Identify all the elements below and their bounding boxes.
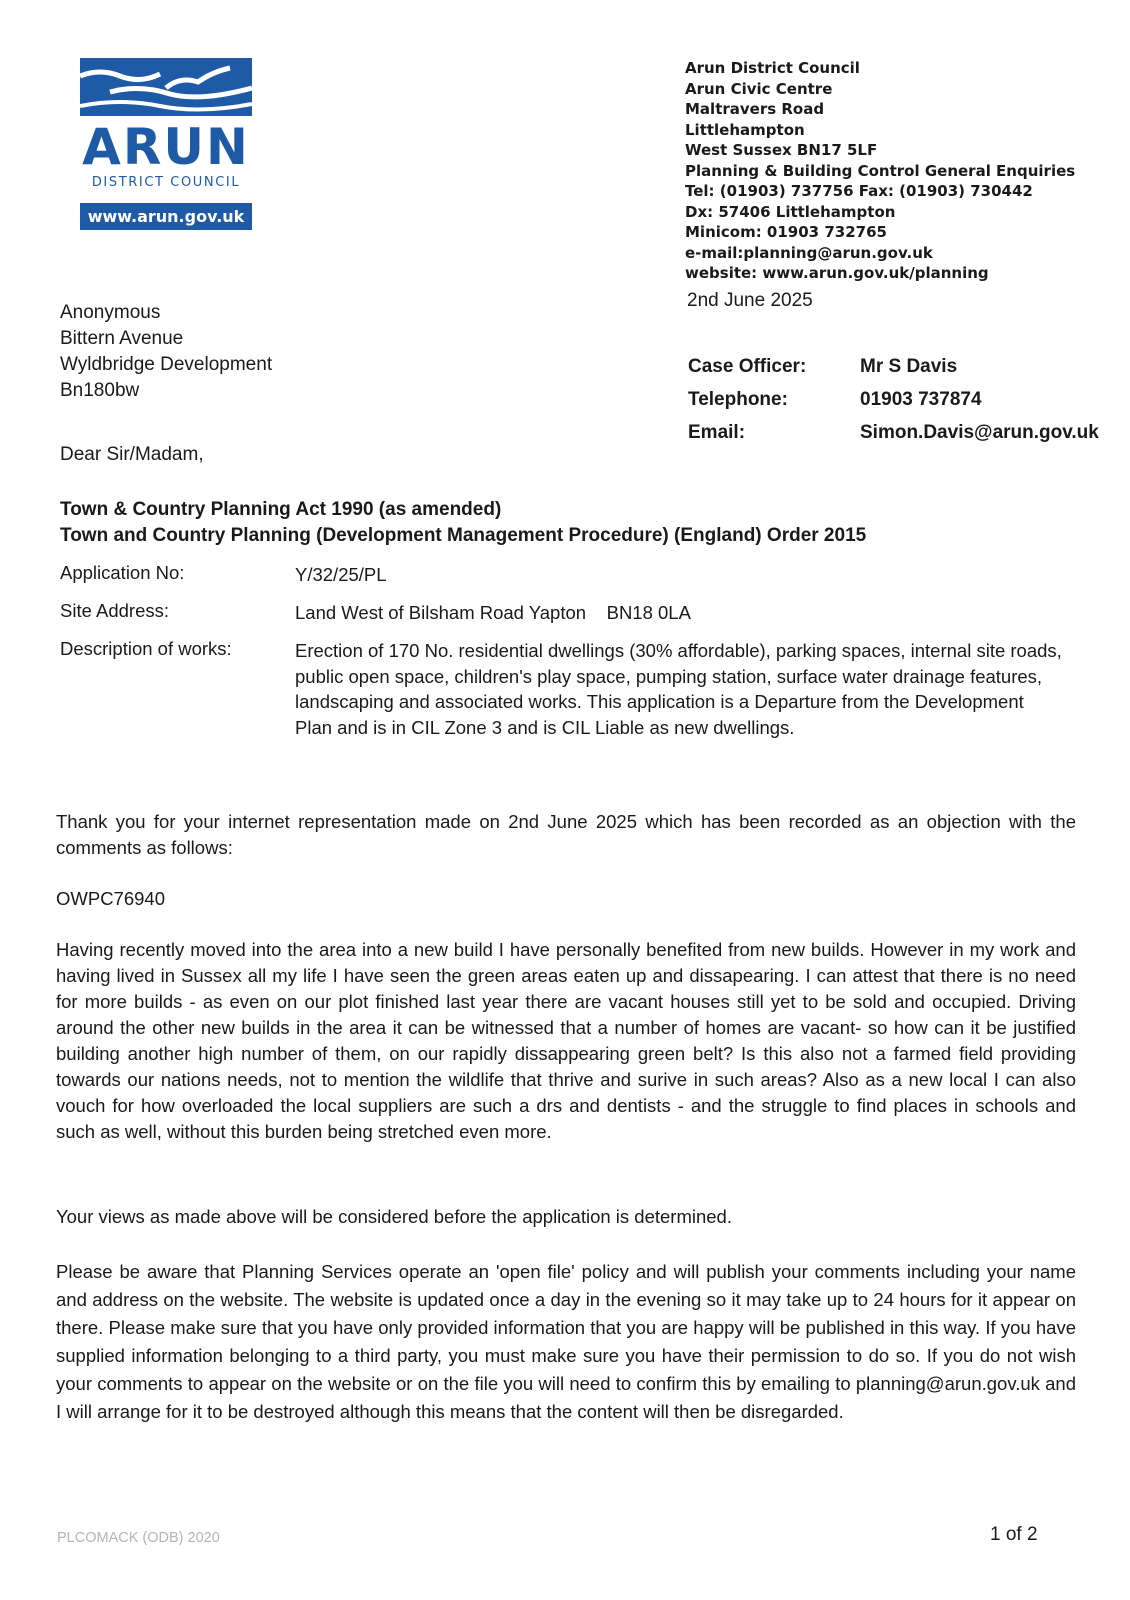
council-line: Littlehampton <box>685 120 805 139</box>
recipient-line: Anonymous <box>60 302 161 323</box>
representation-reference: OWPC76940 <box>56 888 165 909</box>
act-line-1: Town & Country Planning Act 1990 (as amended) <box>60 499 502 520</box>
application-no: Y/32/25/PL <box>295 564 387 585</box>
act-line-2: Town and Country Planning (Development Management Procedure) (England) Order 2015 <box>60 525 867 546</box>
recipient-line: Bittern Avenue <box>60 328 184 349</box>
case-officer-name: Mr S Davis <box>860 356 958 377</box>
works-description: Erection of 170 No. residential dwellings (30% affordable), parking spaces, internal site roads, public open space, children's play space, pumping station, surface water drainage features, landscaping and associated works. This application is a Departure from the Development Plan and is in CIL Zone 3 and is CIL Liable as new dwellings. <box>295 640 1062 738</box>
council-line: Dx: 57406 Littlehampton <box>685 202 896 221</box>
recipient-line: Wyldbridge Development <box>60 354 273 375</box>
council-line: Maltravers Road <box>685 100 825 118</box>
arun-logo <box>80 58 252 230</box>
site-address: Land West of Bilsham Road Yapton BN18 0LA <box>295 602 691 623</box>
page-number: 1 of 2 <box>990 1524 1038 1545</box>
council-line: Minicom: 01903 732765 <box>685 223 887 241</box>
telephone-label: Telephone: <box>688 389 788 410</box>
council-line: Arun Civic Centre <box>685 79 833 98</box>
case-officer-label: Case Officer: <box>688 356 807 377</box>
council-line: Arun District Council <box>685 59 860 77</box>
telephone-value: 01903 737874 <box>860 389 982 410</box>
email-value: Simon.Davis@arun.gov.uk <box>860 422 1099 443</box>
logo-url: www.arun.gov.uk <box>80 203 252 230</box>
policy-paragraph: Please be aware that Planning Services operate an 'open file' policy and will publish your comments including your name and address on the website. The website is updated once a day in the evening so it may take up to 24 hours for it appear on there. Please make sure that you have only provided information that you are happy will be published in this way. If you have supplied information belonging to a third party, you must make sure you have their permission to do so. If you do not wish your comments to appear on the website or on the file you will need to confirm this by emailing to planning@arun.gov.uk and I will arrange for it to be destroyed although this means that the content will then be disregarded. <box>56 1261 1076 1422</box>
act-heading <box>60 497 866 549</box>
salutation: Dear Sir/Madam, <box>60 444 204 465</box>
council-line: e-mail:planning@arun.gov.uk <box>685 243 933 262</box>
works-label: Description of works: <box>60 638 232 659</box>
recipient-address <box>60 300 272 404</box>
letter-date: 2nd June 2025 <box>687 290 813 311</box>
council-address <box>685 58 1075 284</box>
council-line: Planning & Building Control General Enquiries <box>685 161 1076 180</box>
email-label: Email: <box>688 422 746 443</box>
wave-bird-icon <box>80 58 252 116</box>
logo-subtitle: DISTRICT COUNCIL <box>91 175 241 190</box>
recipient-line: Bn180bw <box>60 380 140 401</box>
council-line: website: www.arun.gov.uk/planning <box>685 264 989 282</box>
footer-code: PLCOMACK (ODB) 2020 <box>57 1530 220 1546</box>
intro-paragraph: Thank you for your internet representation made on 2nd June 2025 which has been recorded as an objection with the comments as follows: <box>56 811 1076 858</box>
council-line: Tel: (01903) 737756 Fax: (01903) 730442 <box>685 182 1033 200</box>
site-address-label: Site Address: <box>60 600 170 621</box>
views-paragraph: Your views as made above will be considered before the application is determined. <box>56 1206 732 1227</box>
council-line: West Sussex BN17 5LF <box>685 141 878 159</box>
application-no-label: Application No: <box>60 562 185 583</box>
logo-word: ARUN <box>82 118 250 176</box>
comment-paragraph: Having recently moved into the area into a new build I have personally benefited from new builds. However in my work and having lived in Sussex all my life I have seen the green areas eaten up and dissapearing. I can attest that there is no need for more builds - as even on our plot finished last year there are vacant houses still yet to be sold and occupied. Driving around the other new builds in the area it can be witnessed that a number of homes are vacant- so how can it be justified building another high number of them, on our rapidly dissappearing green belt? Is this also not a farmed field providing towards our nations needs, not to mention the wildlife that thrive and surive in such areas? Also as a new local I can also vouch for how overloaded the local suppliers are such a drs and dentists - and the struggle to find places in schools and such as well, without this burden being stretched even more. <box>56 939 1076 1142</box>
